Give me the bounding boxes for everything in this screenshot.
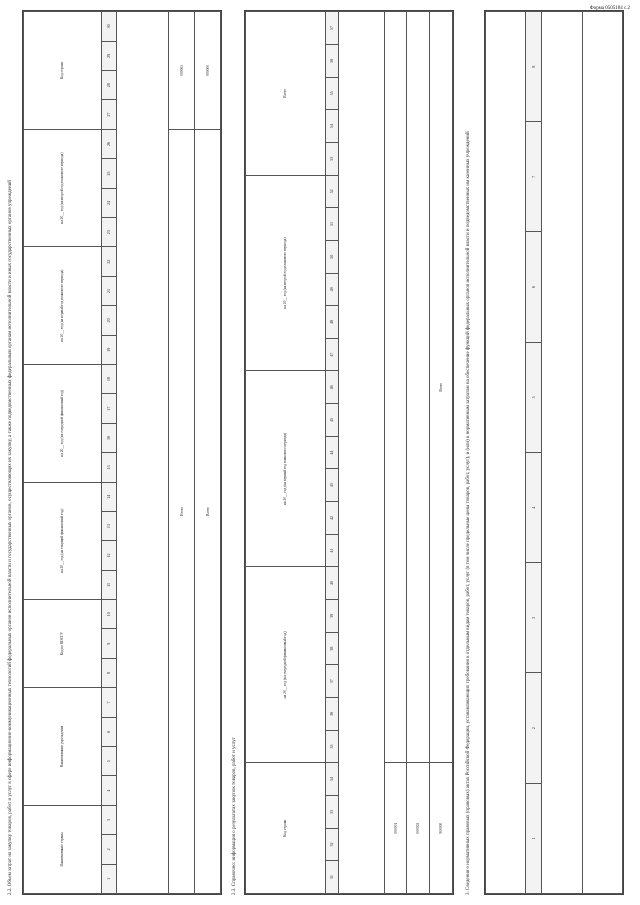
column-number-cell: 16 (101, 423, 117, 452)
section-3-caption: 3. Сведения о нормативных правовых (правовых) актах Российской Федерации, устанавливающих требования к отдельным видам товаров, работ, услуг (в том числе предельные цены товаров, работ, услуг), и (или) к нормативным затратам на обеспечение функций федеральных органов исполнительной власти и подведомственных им казенных учреждений (466, 131, 471, 895)
column-number-cell: 4 (526, 453, 542, 563)
table-3-code-row (526, 12, 542, 894)
column-number-cell: 38 (325, 632, 339, 665)
table-row (117, 12, 169, 894)
column-number-cell: 53 (325, 142, 339, 175)
column-number-cell: 21 (101, 276, 117, 305)
section-2-3-caption: 2.3. Справочно: информация о результатах закупок товаров, работ и услуг (232, 737, 237, 895)
column-number-cell: 13 (101, 511, 117, 540)
column-number-cell: 17 (101, 394, 117, 423)
table-row (407, 12, 430, 894)
column-number-cell: 50 (325, 240, 339, 273)
column-number-cell: 32 (325, 828, 339, 861)
line-code-total: 900000 (195, 12, 221, 130)
column-number-cell: 19 (101, 335, 117, 364)
column-number-cell: 28 (101, 71, 117, 100)
column-number-cell: 45 (325, 404, 339, 437)
table-row (169, 12, 195, 894)
header-line-code: Код строки (24, 12, 102, 130)
column-number-cell: 7 (526, 122, 542, 232)
header-year-first-2: на 20__ год (на первый год планового периода) (246, 371, 326, 567)
column-number-cell: 8 (101, 658, 117, 687)
line-code-1: 000001 (169, 12, 195, 130)
table-row (542, 12, 582, 894)
table-section-3 (484, 10, 624, 895)
column-number-cell: 4 (101, 776, 117, 805)
header-institution: Наименование учреждения (24, 688, 102, 806)
vsego-label-2: Всего (430, 12, 453, 763)
column-number-cell: 39 (325, 600, 339, 633)
header-line-code-2: Код строки (246, 763, 326, 894)
column-number-cell: 3 (526, 563, 542, 673)
table-1-code-row (101, 12, 117, 894)
line-code-2c: 900000 (430, 763, 453, 894)
column-number-cell: 20 (101, 306, 117, 335)
header-year-second-2: на 20__ год (на второй год планового периода) (246, 175, 326, 371)
header-year-next: на 20__ год (на очередной финансовый год) (24, 364, 102, 482)
column-number-cell: 2 (526, 673, 542, 783)
column-number-cell: 26 (101, 129, 117, 158)
column-number-cell: 1 (101, 864, 117, 893)
table-section-2-3 (244, 10, 454, 895)
column-number-cell: 6 (101, 717, 117, 746)
section-2-2-caption: 2.2. Объем затрат на закупку товаров, работ и услуг в сфере информационно-коммуникационных технологий федеральных органов исполнительной власти и государственных органов, осуществляющих их закупку, а также подведомственных федеральным органам исполнительной власти и иных государственных органов учреждений (8, 180, 13, 895)
column-number-cell: 29 (101, 41, 117, 70)
line-code-2b: 000002 (407, 763, 430, 894)
column-number-cell: 49 (325, 273, 339, 306)
column-number-cell: 47 (325, 338, 339, 371)
column-number-cell: 6 (526, 232, 542, 342)
column-number-cell: 5 (526, 342, 542, 452)
table-section-2-2 (22, 10, 222, 895)
column-number-cell: 8 (526, 12, 542, 122)
form-code: Форма 0505184 с.2 (589, 6, 630, 11)
column-number-cell: 9 (101, 629, 117, 658)
table-row (384, 12, 407, 894)
column-number-cell: 25 (101, 159, 117, 188)
column-number-cell: 34 (325, 763, 339, 796)
column-number-cell: 11 (101, 570, 117, 599)
header-kosgu: Код по КОСГУ (24, 600, 102, 688)
column-number-cell: 22 (101, 247, 117, 276)
vsego-label: Всего (195, 129, 221, 893)
header-year-current: на 20__ год (на текущий финансовый год) (24, 482, 102, 600)
column-number-cell: 33 (325, 796, 339, 829)
column-number-cell: 3 (101, 805, 117, 834)
column-number-cell: 48 (325, 306, 339, 339)
column-number-cell: 54 (325, 110, 339, 143)
column-number-cell: 31 (325, 861, 339, 894)
column-number-cell: 46 (325, 371, 339, 404)
column-number-cell: 15 (101, 453, 117, 482)
column-number-cell: 37 (325, 665, 339, 698)
table-row (195, 12, 221, 894)
header-year-second: на 20__ год (на второй год планового периода) (24, 129, 102, 247)
column-number-cell: 12 (101, 541, 117, 570)
header-country: Наименование страны (24, 805, 102, 893)
column-number-cell: 55 (325, 77, 339, 110)
column-number-cell: 52 (325, 175, 339, 208)
table-2-code-row (325, 12, 339, 894)
column-number-cell: 27 (101, 100, 117, 129)
column-number-cell: 5 (101, 747, 117, 776)
column-number-cell: 14 (101, 482, 117, 511)
header-year-next-2: на 20__ год (на очередной финансовый год) (246, 567, 326, 763)
column-number-cell: 57 (325, 12, 339, 45)
table-row (339, 12, 384, 894)
table-row (430, 12, 453, 894)
column-number-cell: 23 (101, 218, 117, 247)
column-number-cell: 43 (325, 469, 339, 502)
column-number-cell: 35 (325, 730, 339, 763)
column-number-cell: 36 (325, 698, 339, 731)
header-year-first: на 20__ год (на первый год планового периода) (24, 247, 102, 365)
column-number-cell: 41 (325, 534, 339, 567)
column-number-cell: 24 (101, 188, 117, 217)
header-total-2: Всего (246, 12, 326, 176)
column-number-cell: 44 (325, 436, 339, 469)
column-number-cell: 7 (101, 688, 117, 717)
itogo-label: Итого (169, 129, 195, 893)
line-code-2a: 000001 (384, 763, 407, 894)
column-number-cell: 40 (325, 567, 339, 600)
column-number-cell: 30 (101, 12, 117, 42)
column-number-cell: 42 (325, 502, 339, 535)
column-number-cell: 1 (526, 783, 542, 893)
column-number-cell: 2 (101, 835, 117, 864)
column-number-cell: 10 (101, 600, 117, 629)
column-number-cell: 51 (325, 208, 339, 241)
column-number-cell: 18 (101, 364, 117, 393)
table-row (582, 12, 622, 894)
column-number-cell: 56 (325, 44, 339, 77)
